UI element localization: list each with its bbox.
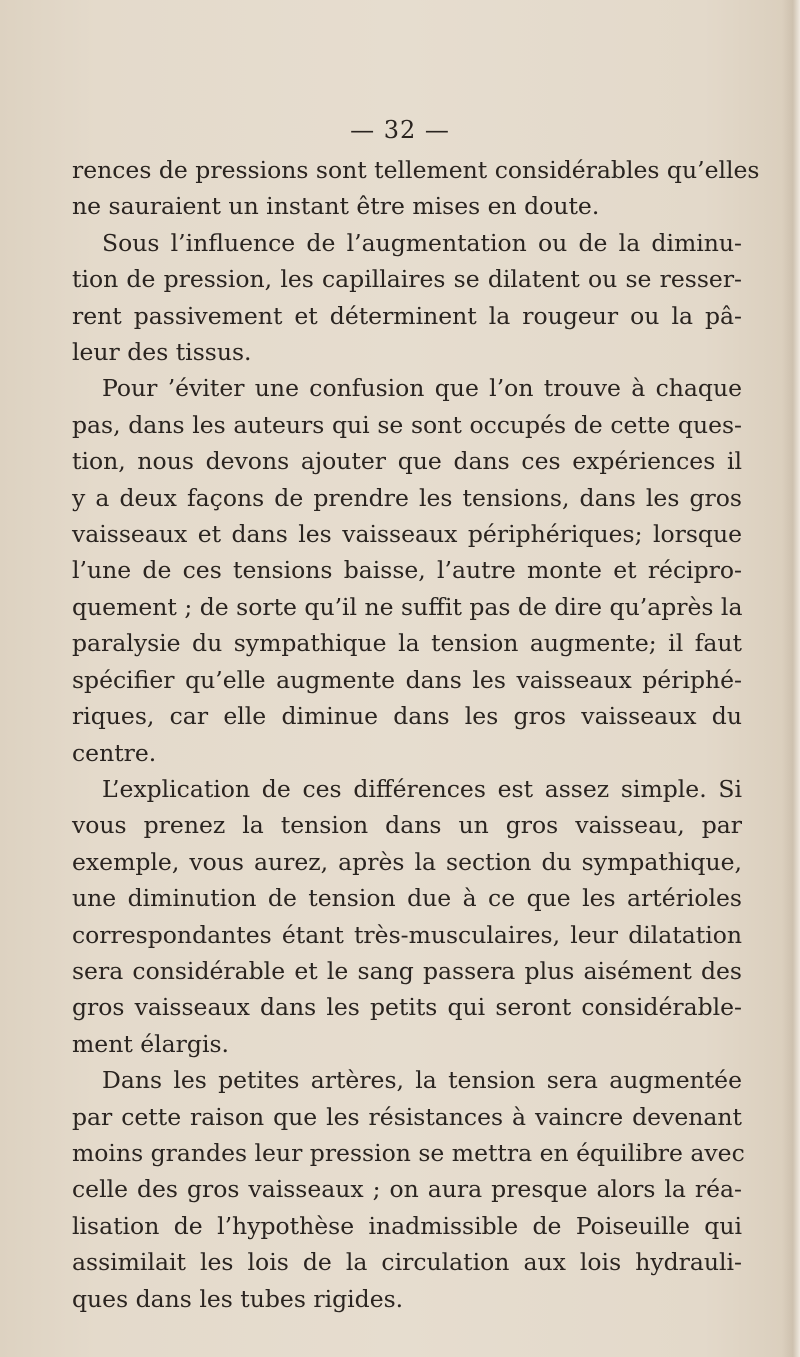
text-line: paralysie du sympathique la tension augmente; il faut: [72, 629, 742, 658]
text-line: vaisseaux et dans les vaisseaux périphériques; lorsque: [72, 520, 742, 549]
text-line: Sous l’influence de l’augmentation ou de la diminu-: [102, 228, 742, 257]
text-line: lisation de l’hypothèse inadmissible de Poiseuille qui: [72, 1211, 742, 1240]
text-line: celle des gros vaisseaux ; on aura presque alors la réa-: [72, 1175, 742, 1204]
text-line: centre.: [72, 738, 157, 767]
body-text: [72, 152, 760, 1317]
text-line: ment élargis.: [72, 1029, 229, 1058]
page-number: — 32 —: [350, 116, 450, 144]
text-line: riques, car elle diminue dans les gros vaisseaux du: [72, 702, 742, 731]
text-line: Dans les petites artères, la tension sera augmentée: [102, 1066, 742, 1095]
page-edge-shadow: [782, 0, 800, 1357]
text-line: tion de pression, les capillaires se dilatent ou se resser-: [72, 265, 742, 294]
text-line: vous prenez la tension dans un gros vaisseau, par: [72, 811, 742, 840]
text-line: Pour ’éviter une confusion que l’on trouve à chaque: [102, 374, 742, 403]
text-line: y a deux façons de prendre les tensions, dans les gros: [72, 483, 742, 512]
text-line: leur des tissus.: [72, 338, 252, 367]
text-line: une diminution de tension due à ce que les artérioles: [72, 884, 742, 913]
text-line: quement ; de sorte qu’il ne suffit pas de dire qu’après la: [72, 592, 743, 621]
text-line: sera considérable et le sang passera plus aisément des: [72, 956, 742, 985]
text-line: moins grandes leur pression se mettra en équilibre avec: [72, 1138, 745, 1167]
text-line: assimilait les lois de la circulation aux lois hydrauli-: [72, 1248, 742, 1277]
text-line: spécifier qu’elle augmente dans les vaisseaux périphé-: [72, 665, 742, 694]
text-line: exemple, vous aurez, après la section du sympathique,: [72, 847, 742, 876]
text-line: tion, nous devons ajouter que dans ces expériences il: [72, 447, 742, 476]
text-line: par cette raison que les résistances à vaincre devenant: [72, 1102, 742, 1131]
text-line: ques dans les tubes rigides.: [72, 1284, 404, 1313]
text-line: rent passivement et déterminent la rougeur ou la pâ-: [72, 301, 742, 330]
text-line: l’une de ces tensions baisse, l’autre monte et récipro-: [72, 556, 742, 585]
text-line: gros vaisseaux dans les petits qui seront considérable-: [72, 993, 742, 1022]
text-line: ne sauraient un instant être mises en doute.: [72, 192, 600, 221]
text-line: pas, dans les auteurs qui se sont occupés de cette ques-: [72, 410, 742, 439]
text-line: L’explication de ces différences est assez simple. Si: [102, 774, 742, 803]
text-line: rences de pressions sont tellement considérables qu’elles: [72, 156, 760, 184]
text-line: correspondantes étant très-musculaires, leur dilatation: [72, 920, 742, 949]
